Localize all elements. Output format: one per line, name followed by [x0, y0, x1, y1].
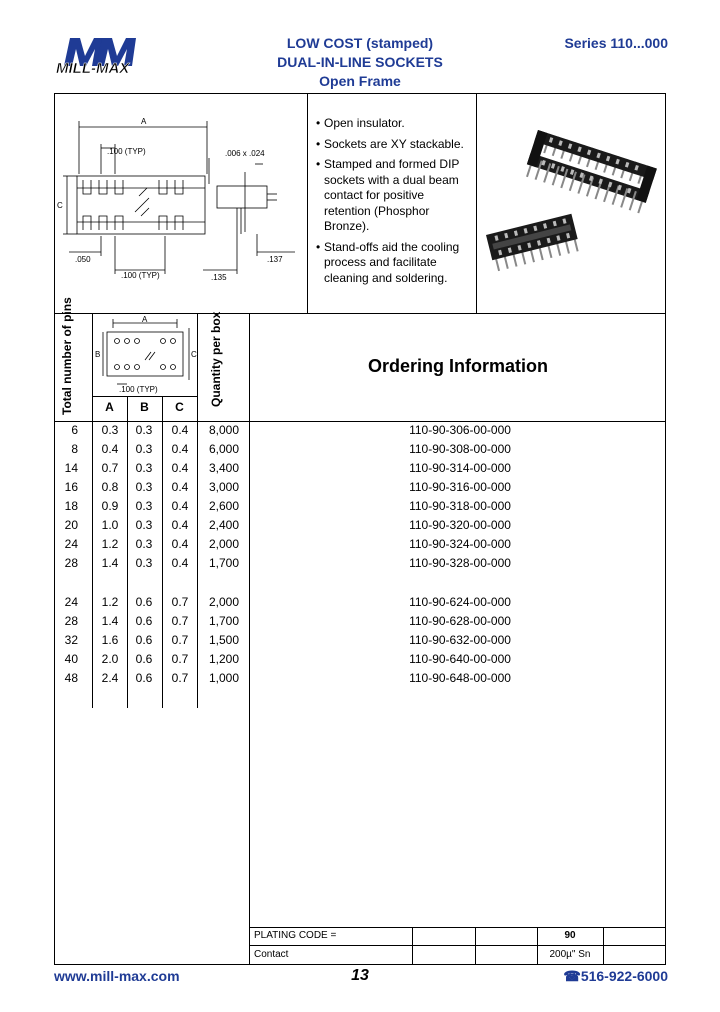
cell-b: 0.3: [135, 423, 153, 437]
series-label: Series 110...000: [564, 35, 668, 51]
header-total-pins: Total number of pins: [60, 297, 74, 415]
cell-a: 1.4: [101, 556, 119, 570]
dim-135-label: .135: [211, 273, 227, 282]
dim-c-label: C: [57, 201, 63, 210]
cell-a: 0.3: [101, 423, 119, 437]
mini-dim-b: B: [95, 350, 101, 359]
cell-part-number: 110-90-624-00-000: [409, 595, 511, 609]
cell-quantity: 2,400: [208, 518, 239, 532]
cell-quantity: 1,200: [208, 652, 239, 666]
divider: [603, 927, 604, 965]
mini-socket-diagram: [93, 314, 197, 396]
cell-c: 0.4: [171, 537, 189, 551]
cell-part-number: 110-90-632-00-000: [409, 633, 511, 647]
cell-pins: 16: [64, 480, 78, 494]
divider: [127, 396, 128, 708]
website-link[interactable]: www.mill-max.com: [54, 968, 180, 984]
cell-a: 1.4: [101, 614, 119, 628]
cell-part-number: 110-90-320-00-000: [409, 518, 511, 532]
cell-pins: 20: [64, 518, 78, 532]
cell-c: 0.4: [171, 442, 189, 456]
header-col-b: B: [140, 400, 149, 414]
cell-pins: 28: [64, 614, 78, 628]
plating-code-value: 90: [564, 930, 576, 941]
feature-item: • Stand-offs aid the cooling process and facilitate cleaning and soldering.: [316, 240, 471, 287]
cell-pins: 18: [64, 499, 78, 513]
divider: [412, 927, 413, 965]
divider: [307, 93, 308, 313]
cell-quantity: 2,600: [208, 499, 239, 513]
cell-quantity: 2,000: [208, 537, 239, 551]
cell-pins: 48: [64, 671, 78, 685]
contact-label: Contact: [254, 949, 289, 960]
cell-quantity: 1,700: [208, 614, 239, 628]
cell-quantity: 1,500: [208, 633, 239, 647]
cell-c: 0.7: [171, 652, 189, 666]
cell-b: 0.6: [135, 633, 153, 647]
plating-code-label: PLATING CODE =: [254, 930, 337, 941]
phone-number: [540, 968, 668, 985]
title-line-3: Open Frame: [319, 73, 401, 89]
cell-c: 0.4: [171, 461, 189, 475]
contact-plating-value: 200µ" Sn: [549, 949, 591, 960]
title-line-2: DUAL-IN-LINE SOCKETS: [277, 54, 443, 70]
cell-a: 0.9: [101, 499, 119, 513]
divider: [249, 313, 250, 965]
divider: [92, 396, 197, 397]
cell-pins: 40: [64, 652, 78, 666]
header-col-c: C: [175, 400, 184, 414]
cell-quantity: 6,000: [208, 442, 239, 456]
technical-drawing: [55, 94, 306, 312]
cell-pins: 6: [71, 423, 78, 437]
product-photo: [478, 95, 665, 311]
title-line-1: LOW COST (stamped): [286, 35, 434, 51]
cell-c: 0.7: [171, 633, 189, 647]
cell-quantity: 8,000: [208, 423, 239, 437]
cell-part-number: 110-90-308-00-000: [409, 442, 511, 456]
cell-a: 1.2: [101, 595, 119, 609]
cell-a: 0.4: [101, 442, 119, 456]
cell-a: 2.4: [101, 671, 119, 685]
cell-part-number: 110-90-628-00-000: [409, 614, 511, 628]
cell-part-number: 110-90-316-00-000: [409, 480, 511, 494]
cell-a: 1.6: [101, 633, 119, 647]
ordering-information-title: Ordering Information: [368, 356, 548, 376]
cell-quantity: 1,000: [208, 671, 239, 685]
cell-quantity: 3,400: [208, 461, 239, 475]
cell-pins: 28: [64, 556, 78, 570]
cell-part-number: 110-90-306-00-000: [409, 423, 511, 437]
page-title: [240, 34, 480, 91]
cell-a: 1.0: [101, 518, 119, 532]
cell-c: 0.4: [171, 556, 189, 570]
cell-part-number: 110-90-648-00-000: [409, 671, 511, 685]
mini-dim-a: A: [142, 315, 148, 324]
cell-c: 0.4: [171, 480, 189, 494]
cell-pins: 24: [64, 537, 78, 551]
cell-b: 0.3: [135, 480, 153, 494]
cell-part-number: 110-90-324-00-000: [409, 537, 511, 551]
cell-c: 0.7: [171, 595, 189, 609]
cell-pins: 32: [64, 633, 78, 647]
cell-pins: 24: [64, 595, 78, 609]
phone-icon: ☎: [563, 968, 581, 984]
divider: [475, 927, 476, 965]
cell-c: 0.7: [171, 671, 189, 685]
dim-100-typ-bottom-label: .100 (TYP): [121, 271, 160, 280]
cell-b: 0.6: [135, 614, 153, 628]
mini-dim-typ: .100 (TYP): [119, 385, 158, 394]
dim-100-typ-label: .100 (TYP): [107, 147, 146, 156]
dim-050-label: .050: [75, 255, 91, 264]
logo-text: MILL-MAX: [56, 60, 130, 77]
cell-a: 1.2: [101, 537, 119, 551]
cell-b: 0.6: [135, 652, 153, 666]
cell-part-number: 110-90-328-00-000: [409, 556, 511, 570]
dim-a-label: A: [141, 117, 147, 126]
page-number: 13: [351, 967, 369, 984]
divider: [197, 313, 198, 708]
mill-max-logo: [54, 36, 154, 86]
cell-c: 0.7: [171, 614, 189, 628]
cell-c: 0.4: [171, 423, 189, 437]
cell-pins: 14: [64, 461, 78, 475]
cell-b: 0.3: [135, 556, 153, 570]
header-col-a: A: [105, 400, 114, 414]
feature-item: • Sockets are XY stackable.: [316, 137, 471, 153]
cell-b: 0.3: [135, 499, 153, 513]
cell-a: 0.7: [101, 461, 119, 475]
cell-c: 0.4: [171, 518, 189, 532]
cell-b: 0.6: [135, 671, 153, 685]
cell-b: 0.3: [135, 537, 153, 551]
cell-b: 0.6: [135, 595, 153, 609]
cell-a: 2.0: [101, 652, 119, 666]
cell-part-number: 110-90-318-00-000: [409, 499, 511, 513]
cell-c: 0.4: [171, 499, 189, 513]
phone-number-text: 516-922-6000: [580, 968, 668, 984]
feature-list: [316, 116, 471, 291]
cell-part-number: 110-90-314-00-000: [409, 461, 511, 475]
cell-quantity: 1,700: [208, 556, 239, 570]
cell-part-number: 110-90-640-00-000: [409, 652, 511, 666]
dim-006-label: .006 x .024: [225, 149, 265, 158]
divider: [476, 93, 477, 313]
cell-pins: 8: [71, 442, 78, 456]
cell-b: 0.3: [135, 461, 153, 475]
dim-137-label: .137: [267, 255, 283, 264]
divider: [162, 396, 163, 708]
feature-item: • Stamped and formed DIP sockets with a dual beam contact for positive retention (Phosphor Bronze).: [316, 157, 471, 235]
cell-b: 0.3: [135, 518, 153, 532]
mini-dim-c: C: [191, 350, 197, 359]
feature-item: • Open insulator.: [316, 116, 471, 132]
cell-a: 0.8: [101, 480, 119, 494]
cell-quantity: 2,000: [208, 595, 239, 609]
header-quantity-per-box: Quantity per box: [209, 311, 223, 407]
cell-b: 0.3: [135, 442, 153, 456]
cell-quantity: 3,000: [208, 480, 239, 494]
